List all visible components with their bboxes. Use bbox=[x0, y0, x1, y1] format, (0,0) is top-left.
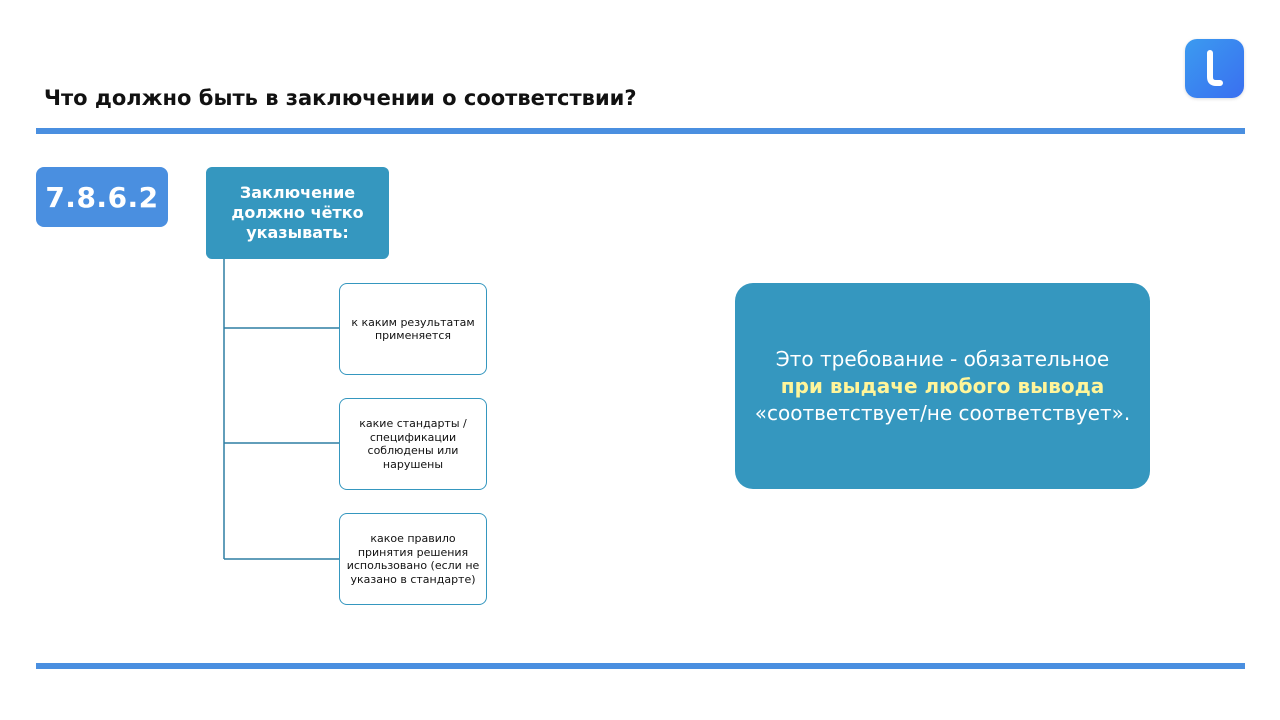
bottom-divider bbox=[36, 663, 1245, 669]
note-line-1: Это требование - обязательное bbox=[775, 346, 1110, 371]
brand-logo-icon bbox=[1185, 39, 1244, 98]
top-divider bbox=[36, 128, 1245, 134]
note-highlight: при выдаче любого вывода bbox=[780, 373, 1105, 398]
child-node-results: к каким результатам применяется bbox=[339, 283, 487, 375]
child-node-standards: какие стандарты / спецификации соблюдены или нарушены bbox=[339, 398, 487, 490]
note-line-3: «соответствует/не соответствует». bbox=[754, 400, 1131, 425]
requirement-note bbox=[735, 283, 1150, 489]
root-node: Заключение должно чётко указывать: bbox=[206, 167, 389, 259]
child-node-decision-rule: какое правило принятия решения использовано (если не указано в стандарте) bbox=[339, 513, 487, 605]
clause-number-badge: 7.8.6.2 bbox=[36, 167, 168, 227]
slide-title: Что должно быть в заключении о соответствии? bbox=[44, 86, 637, 110]
